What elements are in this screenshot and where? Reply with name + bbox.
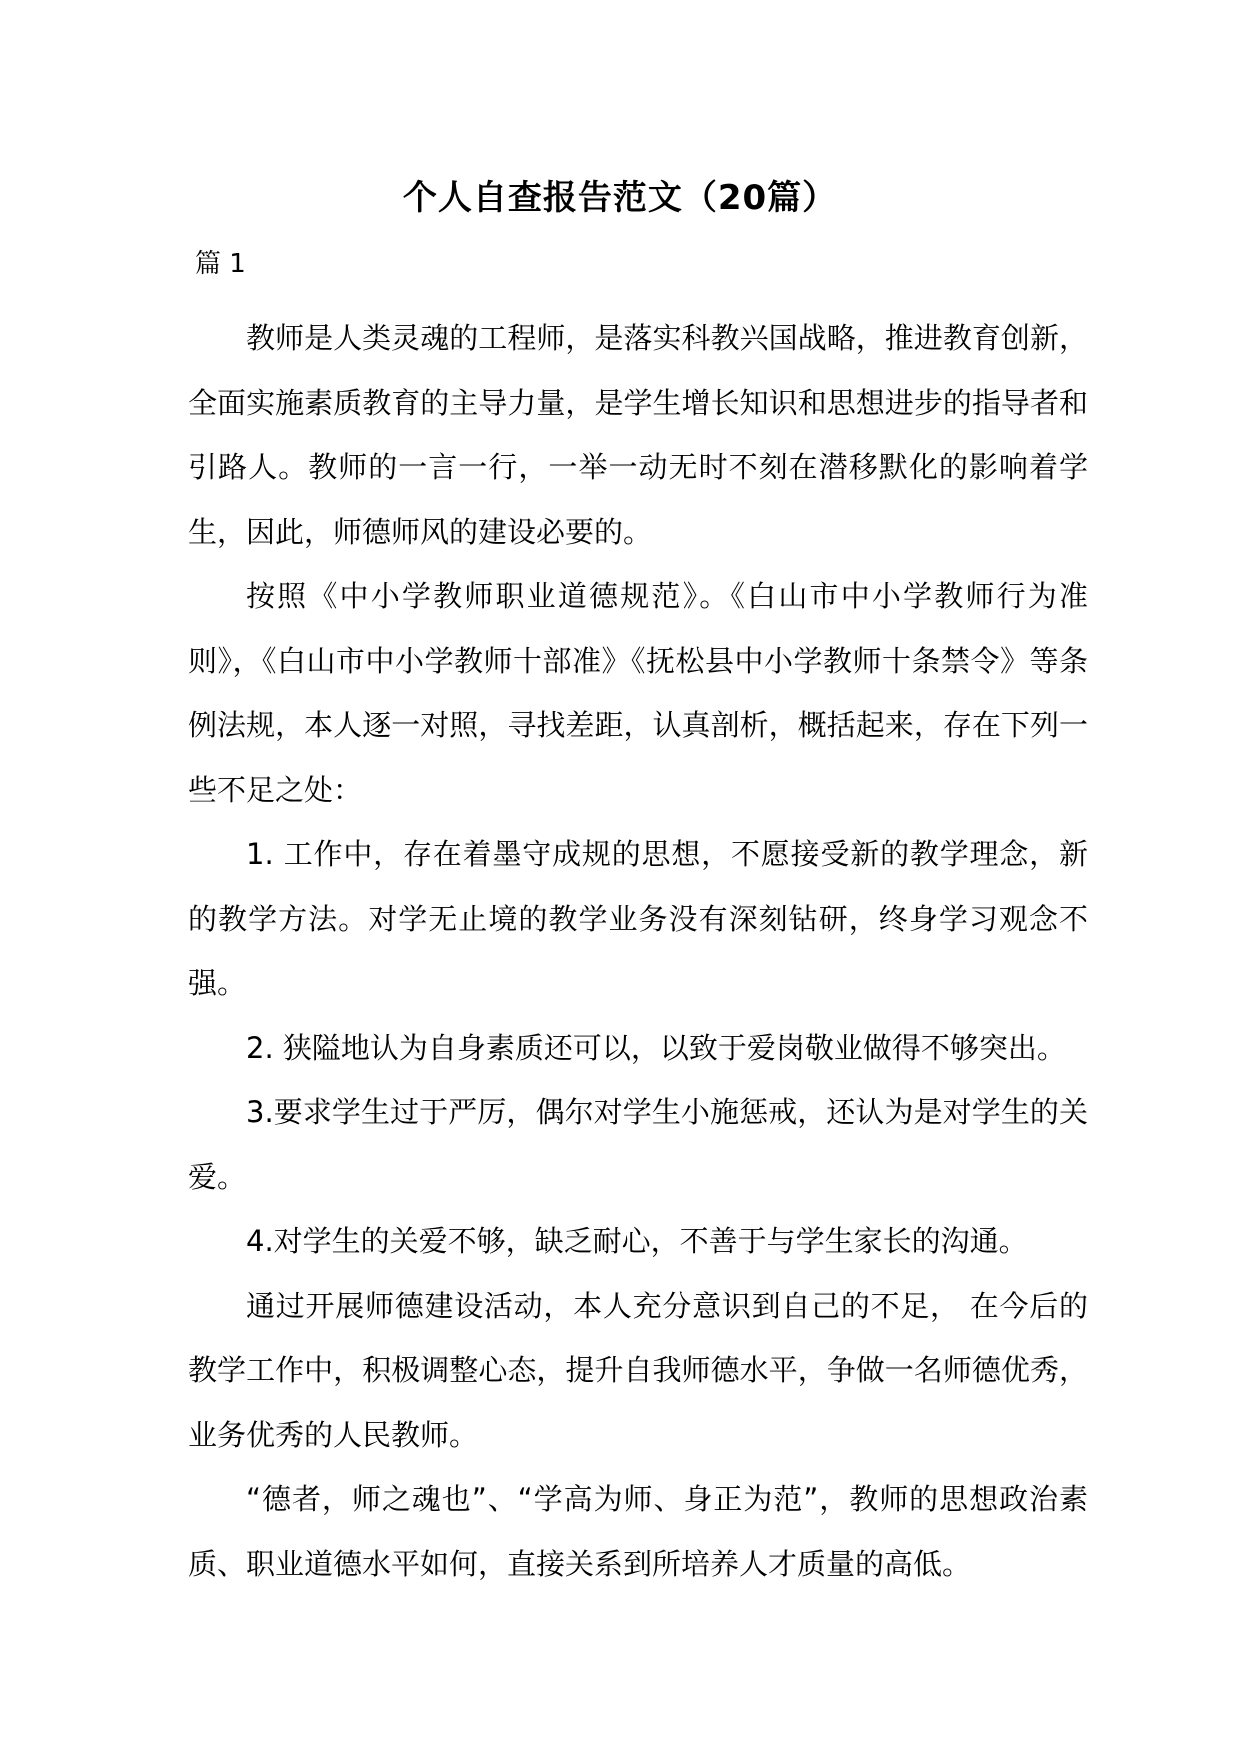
paragraph-intro: 教师是人类灵魂的工程师，是落实科教兴国战略，推进教育创新，全面实施素质教育的主导力量，是学生增长知识和思想进步的指导者和引路人。教师的一言一行，一举一动无时不刻在潜移默化的影响着学生，因此，师德师风的建设必要的。 [188,321,1088,549]
paragraph-improvement: 通过开展师德建设活动，本人充分意识到自己的不足， 在今后的教学工作中，积极调整心态，提升自我师德水平，争做一名师德优秀，业务优秀的人民教师。 [188,1288,1088,1452]
paragraph-regulations: 按照《中小学教师职业道德规范》。《白山市中小学教师行为准则》，《白山市中小学教师十部准》《抚松县中小学教师十条禁令》等条例法规，本人逐一对照，寻找差距，认真剖析，概括起来，存在下列一些不足之处： [188,579,1088,807]
paragraph-item-2: 2. 狭隘地认为自身素质还可以，以致于爱岗敬业做得不够突出。 [246,1030,1066,1065]
paragraph-item-3: 3.要求学生过于严厉，偶尔对学生小施惩戒，还认为是对学生的关爱。 [188,1095,1088,1194]
paragraph-quote: “德者，师之魂也”、“学高为师、身正为范”，教师的思想政治素质、职业道德水平如何，直接关系到所培养人才质量的高低。 [188,1482,1088,1581]
document-title: 个人自查报告范文（20篇） [402,178,838,218]
paragraph-item-1: 1. 工作中，存在着墨守成规的思想，不愿接受新的教学理念，新的教学方法。对学无止境的教学业务没有深刻钻研，终身学习观念不强。 [188,837,1088,1000]
paragraph-item-4: 4.对学生的关爱不够，缺乏耐心，不善于与学生家长的沟通。 [246,1224,1028,1258]
document-body [188,306,1088,1596]
section-label: 篇 1 [195,249,246,279]
